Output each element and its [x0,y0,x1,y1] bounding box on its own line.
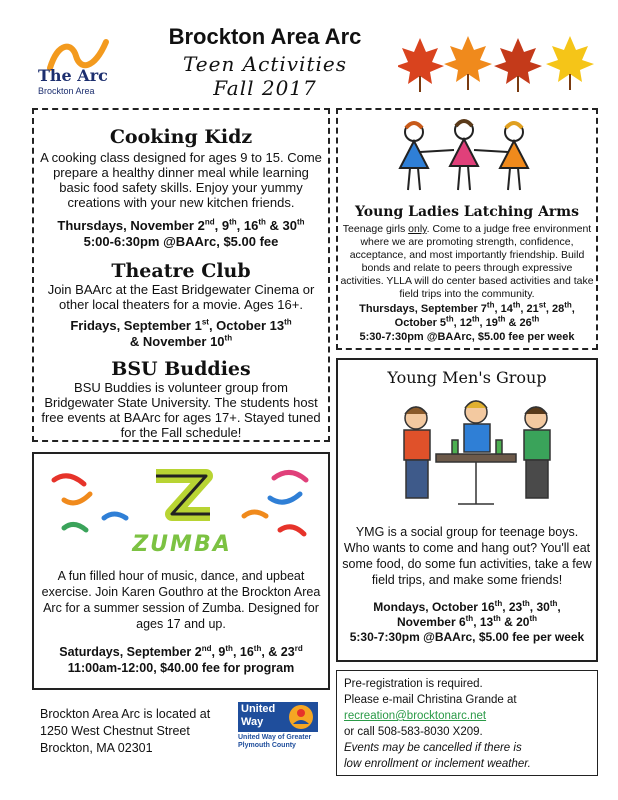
united-way-hand-icon [288,704,314,730]
reg-line1: Pre-registration is required. [344,678,483,690]
cooking-when: Thursdays, November 2nd, 9th, 16th & 30th [57,217,305,233]
ylla-when: Thursdays, September 7th, 14th, 21st, 28th, October 5th, 12th, 19th & 26th 5:30-7:30pm @BAArc, $5.00 fee per week [359,300,575,343]
reg-line6: low enrollment or inclement weather. [344,758,531,770]
zumba-desc: A fun filled hour of music, dance, and upbeat exercise. Join Karen Gouthro at the Brockton Area Arc for a summer session of Zumba. Designed for ages 17 and up. [41,569,321,631]
arc-logo [28,36,138,100]
theatre-when: Fridays, September 1st, October 13th & November 10th [70,317,292,349]
cooking-desc: A cooking class designed for ages 9 to 15. Come prepare a healthy dinner meal while learning basic food safety skills. Enjoy your yummy creations with your new kitchen friends. [40,150,322,210]
boys-at-table-icon [392,394,562,510]
united-way-caption: United Way of Greater Plymouth County [238,734,312,749]
girls-holding-hands-icon [380,118,550,196]
cooking-time: 5:00-6:30pm @BAArc, $5.00 fee [83,234,279,249]
subtitle-line1: Teen Activities [182,52,347,76]
subtitle-line2: Fall 2017 [213,76,317,100]
zumba-logo-text: ZUMBA [132,532,232,557]
address-line3: Brockton, MA 02301 [40,741,153,755]
autumn-leaves-icon [398,34,598,96]
cooking-title: Cooking Kidz [109,126,253,148]
bsu-title: BSU Buddies [111,358,251,380]
org-title: Brockton Area Arc [168,24,362,49]
united-way-logo [238,702,334,762]
reg-line2: Please e-mail Christina Grande at [344,694,517,706]
address-line2: 1250 West Chestnut Street [40,724,190,738]
zumba-when: Saturdays, September 2nd, 9th, 16th, & 23rd 11:00am-12:00, $40.00 fee for program [59,643,303,675]
ymg-when: Mondays, October 16th, 23th, 30th, November 6th, 13th & 20th 5:30-7:30pm @BAArc, $5.00 fee per week [349,599,585,644]
address-line1: Brockton Area Arc is located at [40,707,211,721]
arc-logo-name: The Arc [38,66,108,85]
ylla-title: Young Ladies Latching Arms [355,204,579,220]
reg-line4: or call 508-583-8030 X209. [344,726,483,738]
ylla-desc: Teenage girls only. Come to a judge free environment where we are promoting strength, confidence, acceptance, and most importantly friendship. Build bonds and relate to peers through expressive activities. YLLA will do center based activities and take field trips into the community. [340,223,594,300]
bsu-desc: BSU Buddies is volunteer group from Bridgewater State University. The students host free events at BAArc for ages 17+. Stayed tuned for the Fall schedule! [41,380,321,440]
ymg-desc: YMG is a social group for teenage boys. Who wants to come and hang out? You'll eat some food, do some fun activities, take a few field trips, and make some friends! [342,525,592,587]
arc-logo-sub: Brockton Area [38,86,95,96]
united-way-name-line1: United [241,703,276,715]
reg-email-link[interactable]: recreation@brocktonarc.net [344,710,487,722]
reg-line5: Events may be cancelled if there is [344,742,522,754]
united-way-name-line2: Way [241,716,264,728]
theatre-desc: Join BAArc at the East Bridgewater Cinema or other local theaters for a movie. Ages 16+. [47,282,315,312]
theatre-title: Theatre Club [111,260,251,282]
ymg-title: Young Men's Group [387,368,547,387]
